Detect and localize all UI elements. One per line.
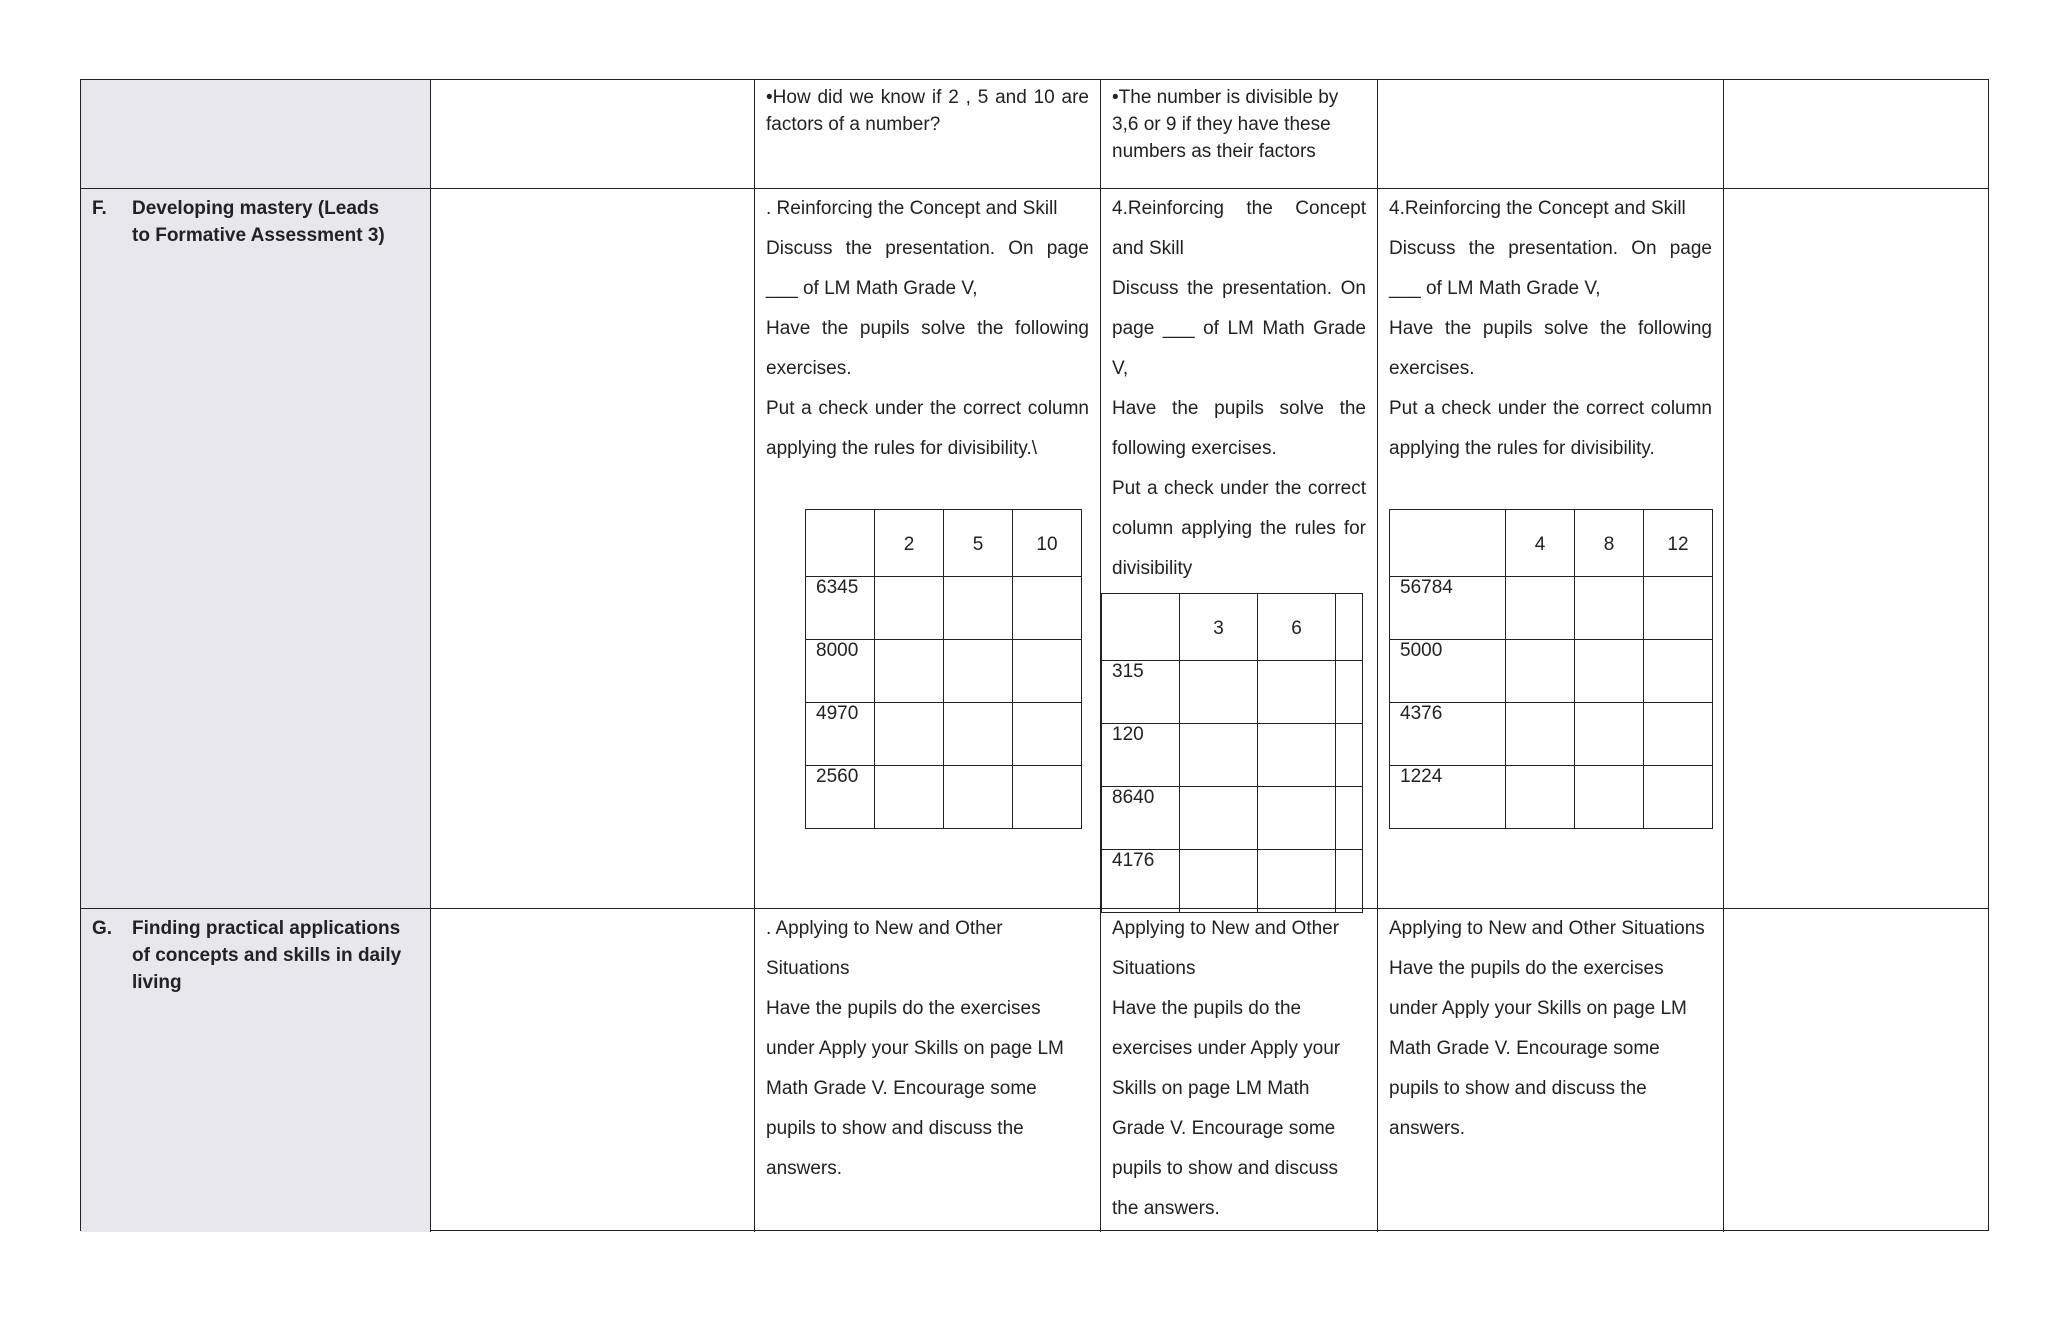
cell-paragraph: Have the pupils solve the following exercises.: [1389, 318, 1712, 379]
divisibility-table: [1389, 509, 1713, 829]
cell-paragraph: Discuss the presentation. On page ___ of LM Math Grade V,: [1389, 238, 1712, 299]
row-label: Finding practical applications of concepts and skills in daily living: [132, 918, 402, 993]
number-cell: 8640: [1102, 787, 1180, 850]
column-header: 10: [1013, 510, 1082, 577]
cell-paragraph: Put a check under the correct column applying the rules for divisibility: [1112, 478, 1366, 579]
number-cell: 120: [1102, 724, 1180, 787]
lesson-plan-table: [80, 79, 1989, 1231]
content-cell: [1101, 189, 1378, 908]
label-cell: [81, 909, 431, 1232]
divisibility-table: [805, 509, 1082, 829]
row-label: Developing mastery (Leads to Formative Assessment 3): [132, 198, 385, 246]
table-row: [81, 189, 1988, 909]
column-header: 12: [1644, 510, 1713, 577]
cell-paragraph: Have the pupils solve the following exercises.: [1112, 398, 1366, 459]
number-cell: 8000: [806, 640, 875, 703]
label-cell: [81, 80, 431, 188]
cell-paragraph: Have the pupils do the exercises under Apply your Skills on page LM Math Grade V. Encourage some pupils to show and discuss the answers.: [1389, 958, 1687, 1139]
cell-paragraph: Have the pupils solve the following exercises.: [766, 318, 1089, 379]
empty-cell: [431, 909, 755, 1232]
number-cell: 2560: [806, 766, 875, 829]
column-header: 2: [875, 510, 944, 577]
cell-heading: 4.Reinforcing the Concept and Skill: [1112, 198, 1366, 259]
column-header: [1336, 594, 1363, 661]
label-cell: [81, 189, 431, 908]
column-header: 3: [1180, 594, 1258, 661]
cell-heading: . Reinforcing the Concept and Skill: [766, 198, 1058, 219]
number-cell: 315: [1102, 661, 1180, 724]
cell-text: •The number is divisible by 3,6 or 9 if they have these numbers as their factors: [1112, 87, 1339, 162]
number-cell: 6345: [806, 577, 875, 640]
cell-paragraph: Discuss the presentation. On page ___ of LM Math Grade V,: [766, 238, 1089, 299]
row-letter: G.: [92, 918, 113, 939]
content-cell: [755, 909, 1101, 1232]
cell-heading: . Applying to New and Other Situations: [766, 918, 1003, 979]
cell-paragraph: Discuss the presentation. On page ___ of LM Math Grade V,: [1112, 278, 1366, 379]
empty-cell: [431, 189, 755, 908]
cell-heading: Applying to New and Other Situations: [1389, 918, 1705, 939]
table-row: [81, 909, 1988, 1232]
empty-cell: [1378, 80, 1724, 188]
number-cell: 4970: [806, 703, 875, 766]
empty-cell: [1724, 909, 1990, 1232]
content-cell: [755, 189, 1101, 908]
cell-heading: Applying to New and Other Situations: [1112, 918, 1340, 979]
cell-heading: 4.Reinforcing the Concept and Skill: [1389, 198, 1686, 219]
cell-paragraph: Have the pupils do the exercises under Apply your Skills on page LM Math Grade V. Encourage some pupils to show and discuss the answers.: [1112, 998, 1341, 1219]
content-cell: [1378, 909, 1724, 1232]
table-row: [81, 80, 1988, 189]
number-cell: 4176: [1102, 850, 1180, 913]
number-cell: 5000: [1390, 640, 1506, 703]
cell-paragraph: Have the pupils do the exercises under Apply your Skills on page LM Math Grade V. Encourage some pupils to show and discuss the answers.: [766, 998, 1064, 1179]
number-cell: 56784: [1390, 577, 1506, 640]
column-header: 4: [1506, 510, 1575, 577]
row-letter: F.: [92, 198, 107, 219]
column-header: 6: [1258, 594, 1336, 661]
number-cell: 4376: [1390, 703, 1506, 766]
column-header: 8: [1575, 510, 1644, 577]
number-cell: 1224: [1390, 766, 1506, 829]
content-cell: [755, 80, 1101, 188]
content-cell: [1101, 909, 1378, 1232]
cell-paragraph: Put a check under the correct column applying the rules for divisibility.\: [766, 398, 1089, 459]
content-cell: [1101, 80, 1378, 188]
divisibility-table: [1101, 593, 1363, 913]
empty-cell: [1724, 189, 1990, 908]
column-header: 5: [944, 510, 1013, 577]
empty-cell: [1724, 80, 1990, 188]
empty-cell: [431, 80, 755, 188]
cell-paragraph: Put a check under the correct column applying the rules for divisibility.: [1389, 398, 1712, 459]
content-cell: [1378, 189, 1724, 908]
cell-text: •How did we know if 2 , 5 and 10 are factors of a number?: [766, 87, 1089, 135]
